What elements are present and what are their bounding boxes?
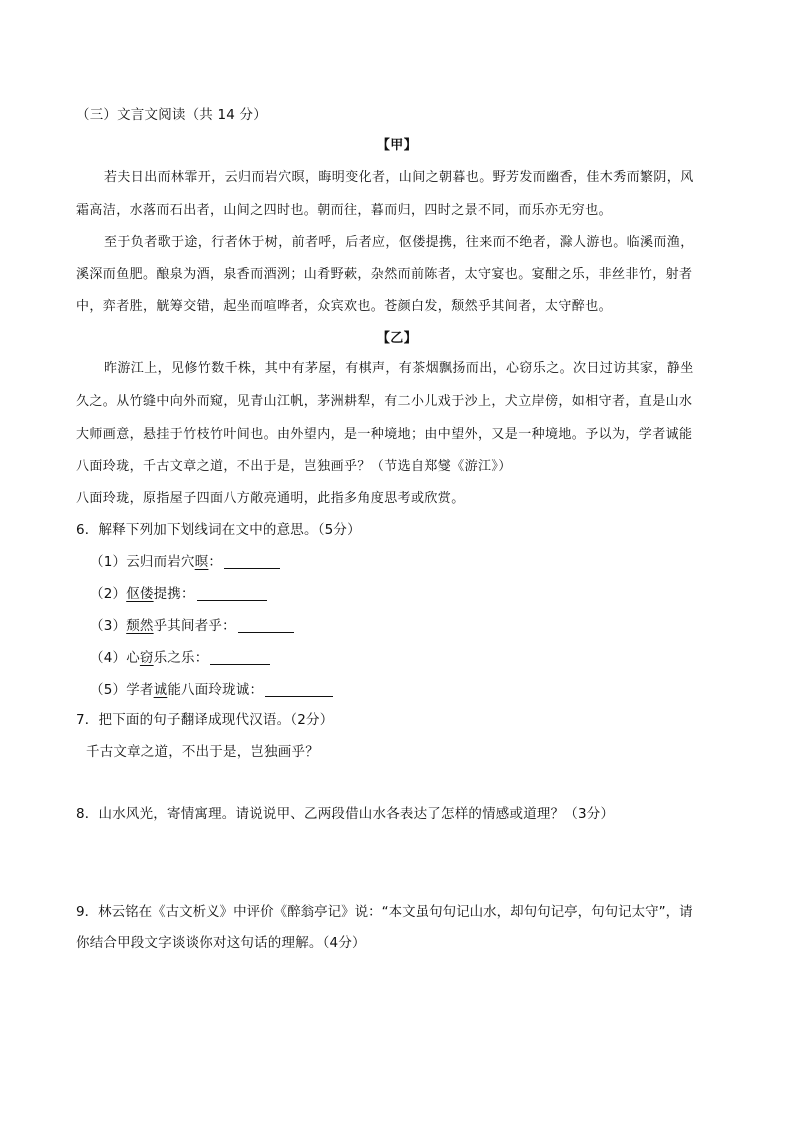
item-number: （4） bbox=[90, 650, 127, 666]
question-8-stem: 8．山水风光，寄情寓理。请说说甲、乙两段借山水各表达了怎样的情感或道理？（3分） bbox=[76, 806, 615, 822]
item-number: （3） bbox=[90, 618, 127, 634]
underlined-word: 颓然 bbox=[126, 618, 154, 634]
item-text: 乐之乐： bbox=[153, 650, 209, 666]
answer-blank[interactable] bbox=[265, 682, 333, 697]
item-text: 能八面玲珑诚： bbox=[167, 682, 264, 698]
question-9-line: 9．林云铭在《古文析义》中评价《醉翁亭记》说：“本文虽句句记山水，却句句记亭，句句记太守”，请 bbox=[76, 904, 693, 920]
underlined-word: 伛偻 bbox=[126, 586, 154, 602]
question-7-stem: 7．把下面的句子翻译成现代汉语。（2分） bbox=[76, 712, 334, 728]
item-number: （5） bbox=[90, 682, 127, 698]
item-text: 乎其间者乎： bbox=[153, 618, 236, 634]
underlined-word: 窃 bbox=[139, 650, 154, 666]
passage-yi-note: 八面玲珑，原指屋子四面八方敞亮通明，此指多角度思考或欣赏。 bbox=[76, 491, 465, 506]
passage-yi-title: 【乙】 bbox=[376, 331, 418, 346]
question-9-line: 你结合甲段文字谈谈你对这句话的理解。（4分） bbox=[76, 935, 366, 951]
passage-jia-title: 【甲】 bbox=[376, 138, 418, 153]
underlined-word: 暝 bbox=[194, 554, 209, 570]
question-6-item bbox=[90, 646, 270, 666]
item-text: 提携： bbox=[153, 586, 195, 602]
passage-jia-line: 中，弈者胜，觥筹交错，起坐而喧哗者，众宾欢也。苍颜白发，颓然乎其间者，太守醉也。 bbox=[76, 299, 613, 314]
answer-blank[interactable] bbox=[238, 618, 294, 633]
item-number: （1） bbox=[90, 554, 127, 570]
question-6-item bbox=[90, 550, 280, 570]
passage-yi-line: 八面玲珑，千古文章之道，不出于是，岂独画乎？（节选自郑燮《游江》） bbox=[76, 459, 512, 474]
item-text: 学者 bbox=[126, 682, 154, 698]
item-text: 云归而岩穴 bbox=[126, 554, 195, 570]
question-6-item bbox=[90, 678, 333, 698]
item-text: 心 bbox=[126, 650, 140, 666]
underlined-word: 诚 bbox=[153, 682, 168, 698]
question-6-item bbox=[90, 614, 294, 634]
question-6-stem: 6．解释下列加下划线词在文中的意思。（5分） bbox=[76, 522, 361, 538]
passage-jia-line: 溪深而鱼肥。酿泉为酒，泉香而酒洌；山肴野蔌，杂然而前陈者，太守宴也。宴酣之乐，非丝非竹，射者 bbox=[76, 267, 693, 282]
passage-jia-line: 至于负者歌于途，行者休于树，前者呼，后者应，伛偻提携，往来而不绝者，滁人游也。临溪而渔， bbox=[104, 235, 694, 250]
passage-yi-line: 大师画意，悬挂于竹枝竹叶间也。由外望内，是一种境地；由中望外，又是一种境地。予以为，学者诚能 bbox=[76, 427, 693, 442]
passage-jia-line: 若夫日出而林霏开，云归而岩穴暝，晦明变化者，山间之朝暮也。野芳发而幽香，佳木秀而繁阴，风 bbox=[104, 170, 694, 185]
answer-blank[interactable] bbox=[197, 586, 267, 601]
question-7-sentence: 千古文章之道，不出于是，岂独画乎？ bbox=[86, 744, 319, 760]
answer-blank[interactable] bbox=[224, 554, 280, 569]
passage-yi-line: 昨游江上，见修竹数千株，其中有茅屋，有棋声，有茶烟飘扬而出，心窃乐之。次日过访其家，静坐 bbox=[104, 361, 694, 376]
passage-yi-line: 久之。从竹缝中向外而窥，见青山江帆，茅洲耕犁，有二小儿戏于沙上，犬立岸傍，如相守者，直是山水 bbox=[76, 394, 693, 409]
item-number: （2） bbox=[90, 586, 127, 602]
item-text: ： bbox=[208, 554, 223, 570]
passage-jia-line: 霜高洁，水落而石出者，山间之四时也。朝而往，暮而归，四时之景不同，而乐亦无穷也。 bbox=[76, 203, 613, 218]
section-heading: （三）文言文阅读（共 14 分） bbox=[76, 107, 267, 123]
question-6-item bbox=[90, 582, 267, 602]
answer-blank[interactable] bbox=[210, 650, 270, 665]
